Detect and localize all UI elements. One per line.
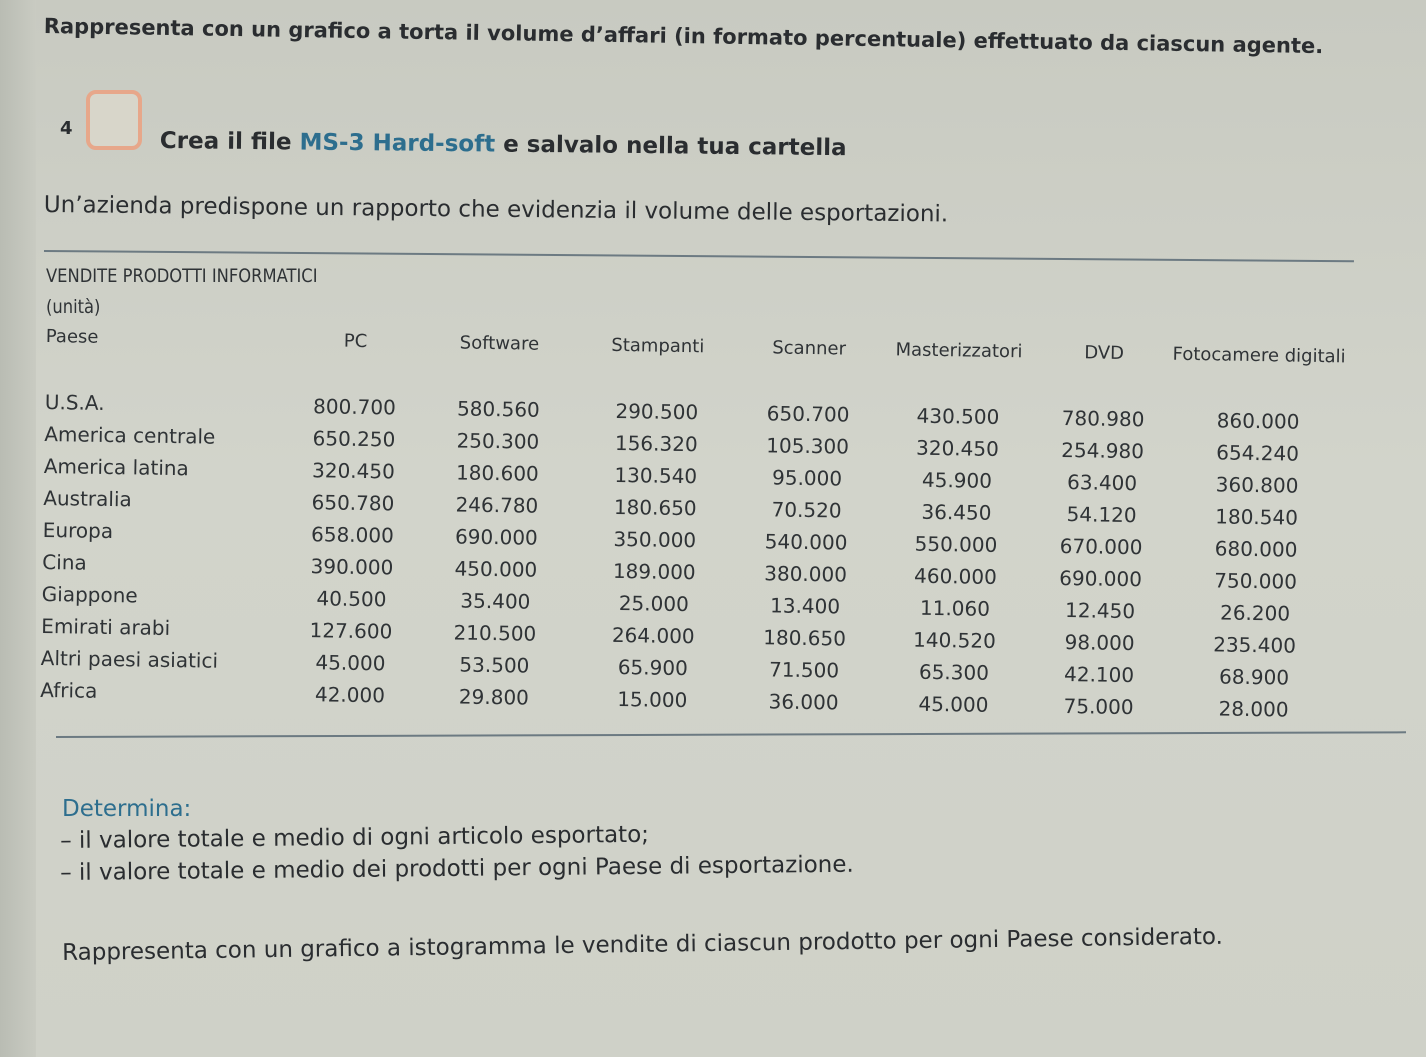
- value-cell: 180.650: [613, 494, 697, 521]
- column-header: DVD: [1084, 342, 1125, 364]
- value-cell: 95.000: [771, 465, 843, 491]
- value-cell: 98.000: [1064, 630, 1135, 656]
- value-cell: 156.320: [614, 430, 698, 457]
- column-header-country: Paese: [45, 326, 99, 348]
- value-cell: 42.100: [1063, 662, 1135, 688]
- column-header: Software: [459, 332, 540, 355]
- value-cell: 550.000: [914, 531, 998, 557]
- value-cell: 254.980: [1061, 437, 1145, 464]
- table-title: VENDITE PRODOTTI INFORMATICI: [46, 265, 318, 287]
- value-cell: 65.300: [918, 659, 990, 685]
- country-cell: Emirati arabi: [41, 613, 171, 640]
- value-cell: 36.450: [921, 499, 992, 525]
- pie-chart-instruction: Rappresenta con un grafico a torta il volume d’affari (in formato percentuale) effettuato da ciascun agente.: [43, 14, 1324, 59]
- value-cell: 105.300: [766, 433, 850, 459]
- value-cell: 650.250: [312, 426, 396, 452]
- value-cell: 71.500: [768, 657, 840, 683]
- value-cell: 250.300: [456, 428, 540, 454]
- sales-table: [40, 326, 1346, 726]
- value-cell: 28.000: [1218, 696, 1289, 722]
- column-header: Fotocamere digitali: [1172, 343, 1346, 368]
- value-cell: 360.800: [1215, 472, 1299, 498]
- value-cell: 11.060: [919, 595, 991, 621]
- value-cell: 68.900: [1218, 664, 1290, 690]
- value-cell: 350.000: [613, 526, 697, 553]
- value-cell: 860.000: [1216, 408, 1300, 434]
- value-cell: 290.500: [615, 398, 699, 425]
- value-cell: 140.520: [912, 627, 996, 653]
- value-cell: 75.000: [1063, 694, 1134, 720]
- value-cell: 450.000: [454, 556, 538, 582]
- country-cell: America latina: [43, 453, 189, 481]
- country-cell: Australia: [43, 485, 132, 512]
- exercise-description: Un’azienda predispone un rapporto che evidenzia il volume delle esportazioni.: [43, 192, 949, 228]
- country-cell: Europa: [42, 517, 114, 544]
- value-cell: 130.540: [614, 462, 698, 489]
- determina-item: – il valore totale e medio di ogni articolo esportato;: [60, 821, 650, 854]
- determina-heading: Determina:: [62, 796, 192, 822]
- value-cell: 53.500: [459, 652, 530, 678]
- value-cell: 45.900: [921, 467, 993, 493]
- exercise-file-name: MS-3 Hard-soft: [299, 129, 496, 158]
- value-cell: 460.000: [913, 563, 998, 589]
- value-cell: 180.600: [455, 460, 539, 486]
- country-cell: America centrale: [44, 421, 216, 449]
- exercise-checkbox-icon: [86, 90, 142, 150]
- value-cell: 210.500: [453, 620, 537, 646]
- value-cell: 750.000: [1214, 568, 1298, 594]
- column-header: Stampanti: [611, 334, 705, 358]
- exercise-title: [160, 128, 847, 161]
- value-cell: 690.000: [1059, 565, 1143, 592]
- value-cell: 246.780: [455, 492, 539, 518]
- table-top-divider: [44, 250, 1354, 262]
- value-cell: 654.240: [1216, 440, 1300, 466]
- value-cell: 25.000: [618, 591, 689, 617]
- country-cell: Giappone: [41, 581, 138, 608]
- column-header: PC: [343, 330, 368, 353]
- value-cell: 650.780: [311, 490, 395, 516]
- exercise-title-suffix: e salvalo nella tua cartella: [495, 131, 847, 162]
- value-cell: 45.000: [918, 691, 989, 717]
- value-cell: 320.450: [915, 435, 1000, 461]
- value-cell: 127.600: [309, 618, 393, 644]
- value-cell: 70.520: [771, 497, 842, 523]
- value-cell: 658.000: [310, 522, 395, 548]
- value-cell: 580.560: [456, 396, 540, 422]
- value-cell: 15.000: [617, 687, 688, 713]
- value-cell: 320.450: [311, 458, 396, 484]
- value-cell: 650.700: [766, 401, 850, 427]
- exercise-title-prefix: Crea il file: [159, 128, 300, 156]
- value-cell: 189.000: [612, 558, 696, 585]
- sales-table-container: [40, 326, 1346, 746]
- value-cell: 35.400: [460, 588, 531, 614]
- value-cell: 800.700: [312, 394, 397, 420]
- value-cell: 12.450: [1064, 598, 1136, 624]
- column-header: Scanner: [772, 337, 847, 360]
- value-cell: 26.200: [1219, 600, 1291, 626]
- value-cell: 180.650: [763, 625, 847, 651]
- histogram-instruction: Rappresenta con un grafico a istogramma le vendite di ciascun prodotto per ogni Paese considerato.: [62, 923, 1224, 966]
- determina-item: – il valore totale e medio dei prodotti per ogni Paese di esportazione.: [60, 851, 854, 886]
- country-cell: Altri paesi asiatici: [40, 645, 219, 673]
- value-cell: 390.000: [310, 554, 394, 580]
- value-cell: 42.000: [314, 682, 386, 708]
- value-cell: 36.000: [768, 689, 839, 715]
- value-cell: 40.500: [316, 586, 387, 612]
- value-cell: 63.400: [1066, 470, 1138, 496]
- value-cell: 54.120: [1066, 502, 1137, 528]
- column-header: Masterizzatori: [895, 339, 1023, 363]
- value-cell: 540.000: [764, 529, 848, 555]
- country-cell: Cina: [42, 549, 87, 575]
- value-cell: 180.540: [1215, 504, 1299, 530]
- value-cell: 45.000: [315, 650, 386, 676]
- value-cell: 65.900: [617, 655, 688, 681]
- value-cell: 29.800: [458, 684, 530, 710]
- value-cell: 380.000: [764, 561, 848, 587]
- table-subtitle: (unità): [46, 296, 101, 318]
- table-body: [40, 386, 1345, 726]
- page-gutter: [0, 0, 36, 1057]
- value-cell: 235.400: [1213, 632, 1297, 658]
- value-cell: 780.980: [1061, 405, 1145, 432]
- value-cell: 430.500: [916, 403, 1000, 429]
- value-cell: 264.000: [611, 622, 695, 649]
- exercise-number: 4: [60, 118, 73, 139]
- value-cell: 13.400: [769, 593, 841, 619]
- value-cell: 690.000: [454, 524, 538, 550]
- country-cell: U.S.A.: [44, 389, 105, 415]
- country-cell: Africa: [40, 677, 98, 703]
- value-cell: 680.000: [1214, 536, 1298, 562]
- value-cell: 670.000: [1059, 533, 1143, 560]
